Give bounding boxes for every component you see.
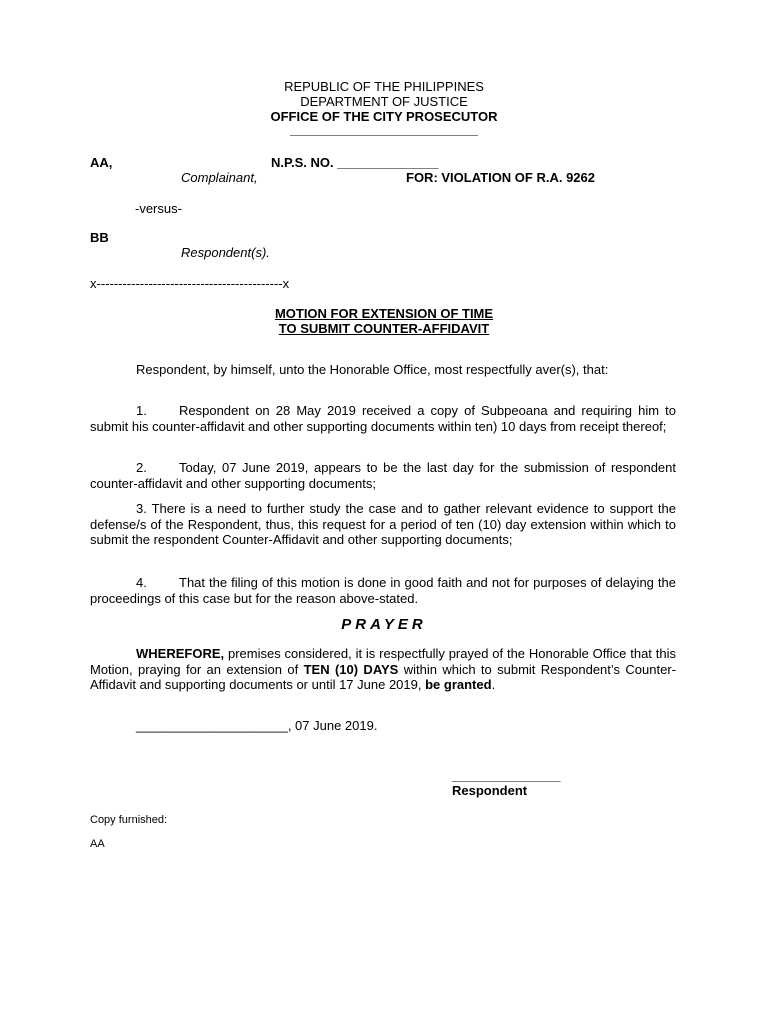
paragraph-item-3 <box>90 501 676 548</box>
copy-furnished-label: Copy furnished: <box>90 814 168 826</box>
respondent-name: BB <box>90 230 109 245</box>
prayer-heading: PRAYER <box>341 616 427 633</box>
violation-label: FOR: VIOLATION OF R.A. 9262 <box>406 170 596 185</box>
item2-text: Today, 07 June 2019, appears to be the last day for the submission of respondent counter-affidavit and other supporting documents; <box>90 460 676 491</box>
copy-recipient: AA <box>90 838 105 850</box>
header-underline: __________________________ <box>290 122 478 137</box>
respondent-label: Respondent(s). <box>181 245 270 260</box>
caption-separator: x-------------------------------------------x <box>90 276 290 291</box>
prayer-paragraph <box>90 646 676 693</box>
date-line: _____________________, 07 June 2019. <box>136 718 378 733</box>
header-department: DEPARTMENT OF JUSTICE <box>300 94 468 109</box>
versus-label: -versus- <box>135 201 182 216</box>
item1-number: 1. <box>136 403 147 418</box>
prayer-text-c: . <box>491 677 496 692</box>
complainant-name: AA, <box>90 155 113 170</box>
wherefore-text: WHEREFORE, <box>136 646 225 661</box>
motion-title-line1: MOTION FOR EXTENSION OF TIME <box>274 306 494 321</box>
header-office: OFFICE OF THE CITY PROSECUTOR <box>270 109 498 124</box>
item1-text: Respondent on 28 May 2019 received a copy of Subpeoana and requiring him to submit his counter-affidavit and other supporting documents within ten) 10 days from receipt thereof; <box>90 403 676 434</box>
item4-text: That the filing of this motion is done in good faith and not for purposes of delaying the proceedings of this case but for the reason above-stated. <box>90 575 676 606</box>
be-granted-text: be granted <box>425 677 492 692</box>
nps-number: N.P.S. NO. ______________ <box>271 155 439 170</box>
intro-text: Respondent, by himself, unto the Honorable Office, most respectfully aver(s), that: <box>136 362 609 377</box>
header-republic: REPUBLIC OF THE PHILIPPINES <box>284 79 484 94</box>
respondent-signature-label: Respondent <box>452 783 528 798</box>
prayer-text-a: premises considered, it is respectfully prayed of the Honorable Office that this Motion, praying for an extension of <box>90 646 676 677</box>
item2-number: 2. <box>136 460 147 475</box>
paragraph-item-4 <box>90 575 676 606</box>
signature-line: _______________ <box>452 768 561 783</box>
motion-title-line2: TO SUBMIT COUNTER-AFFIDAVIT <box>278 321 490 336</box>
item4-number: 4. <box>136 575 147 590</box>
ten-days-text: TEN (10) DAYS <box>303 661 399 677</box>
paragraph-item-2 <box>90 460 676 491</box>
intro-paragraph <box>90 362 676 378</box>
item3-text: 3. There is a need to further study the case and to gather relevant evidence to support the defense/s of the Respondent, thus, this request for a period of ten (10) day extension within which to submit the respondent Counter-Affidavit and other supporting documents; <box>90 501 676 547</box>
complainant-label: Complainant, <box>181 170 258 185</box>
paragraph-item-1 <box>90 403 676 434</box>
prayer-text-b: within which to submit Respondent’s Counter-Affidavit and supporting documents or until 17 June 2019, <box>90 661 676 692</box>
